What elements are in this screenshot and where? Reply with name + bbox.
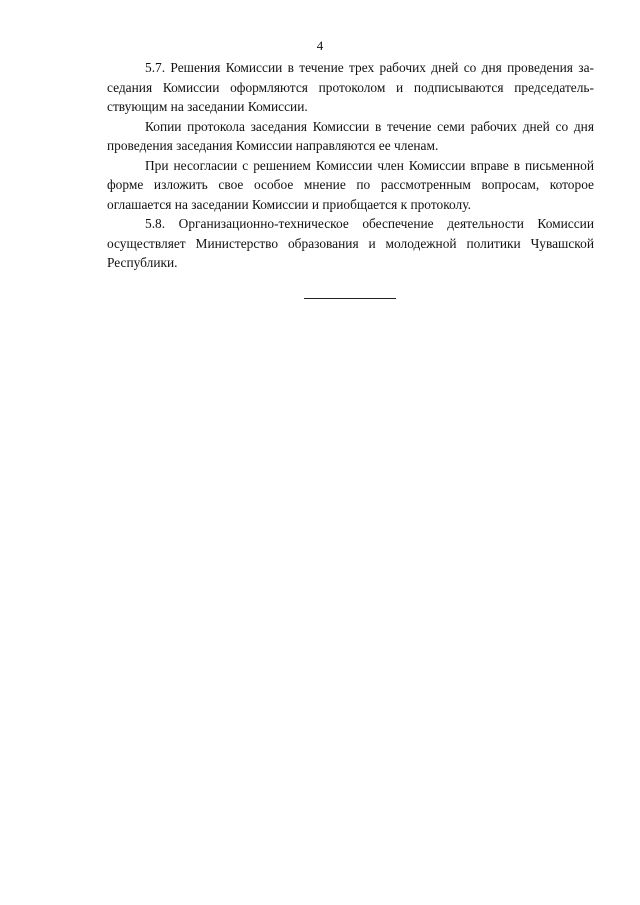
end-separator-line — [304, 298, 396, 299]
document-body — [107, 58, 594, 273]
page-number: 4 — [316, 38, 324, 53]
paragraph-5-8: 5.8. Организационно-техническое обеспечение деятельности Комиссии осуществляет Министерство образования и молодежной политики Чувашской Республики. — [107, 216, 594, 270]
paragraph-protocol-copies: Копии протокола заседания Комиссии в течение семи рабочих дней со дня проведения заседания Комиссии направляются ее членам. — [107, 118, 594, 153]
paragraph-5-7: 5.7. Решения Комиссии в течение трех рабочих дней со дня проведения заседания Комиссии оформляются протоколом и подписываются председательствующим на заседании Комиссии. — [107, 60, 594, 114]
paragraph-dissenting-opinion: При несогласии с решением Комиссии член Комиссии вправе в письменной форме изложить свое особое мнение по рассмотренным вопросам, которое оглашается на заседании Комиссии и приобщается к протоколу. — [107, 157, 594, 212]
